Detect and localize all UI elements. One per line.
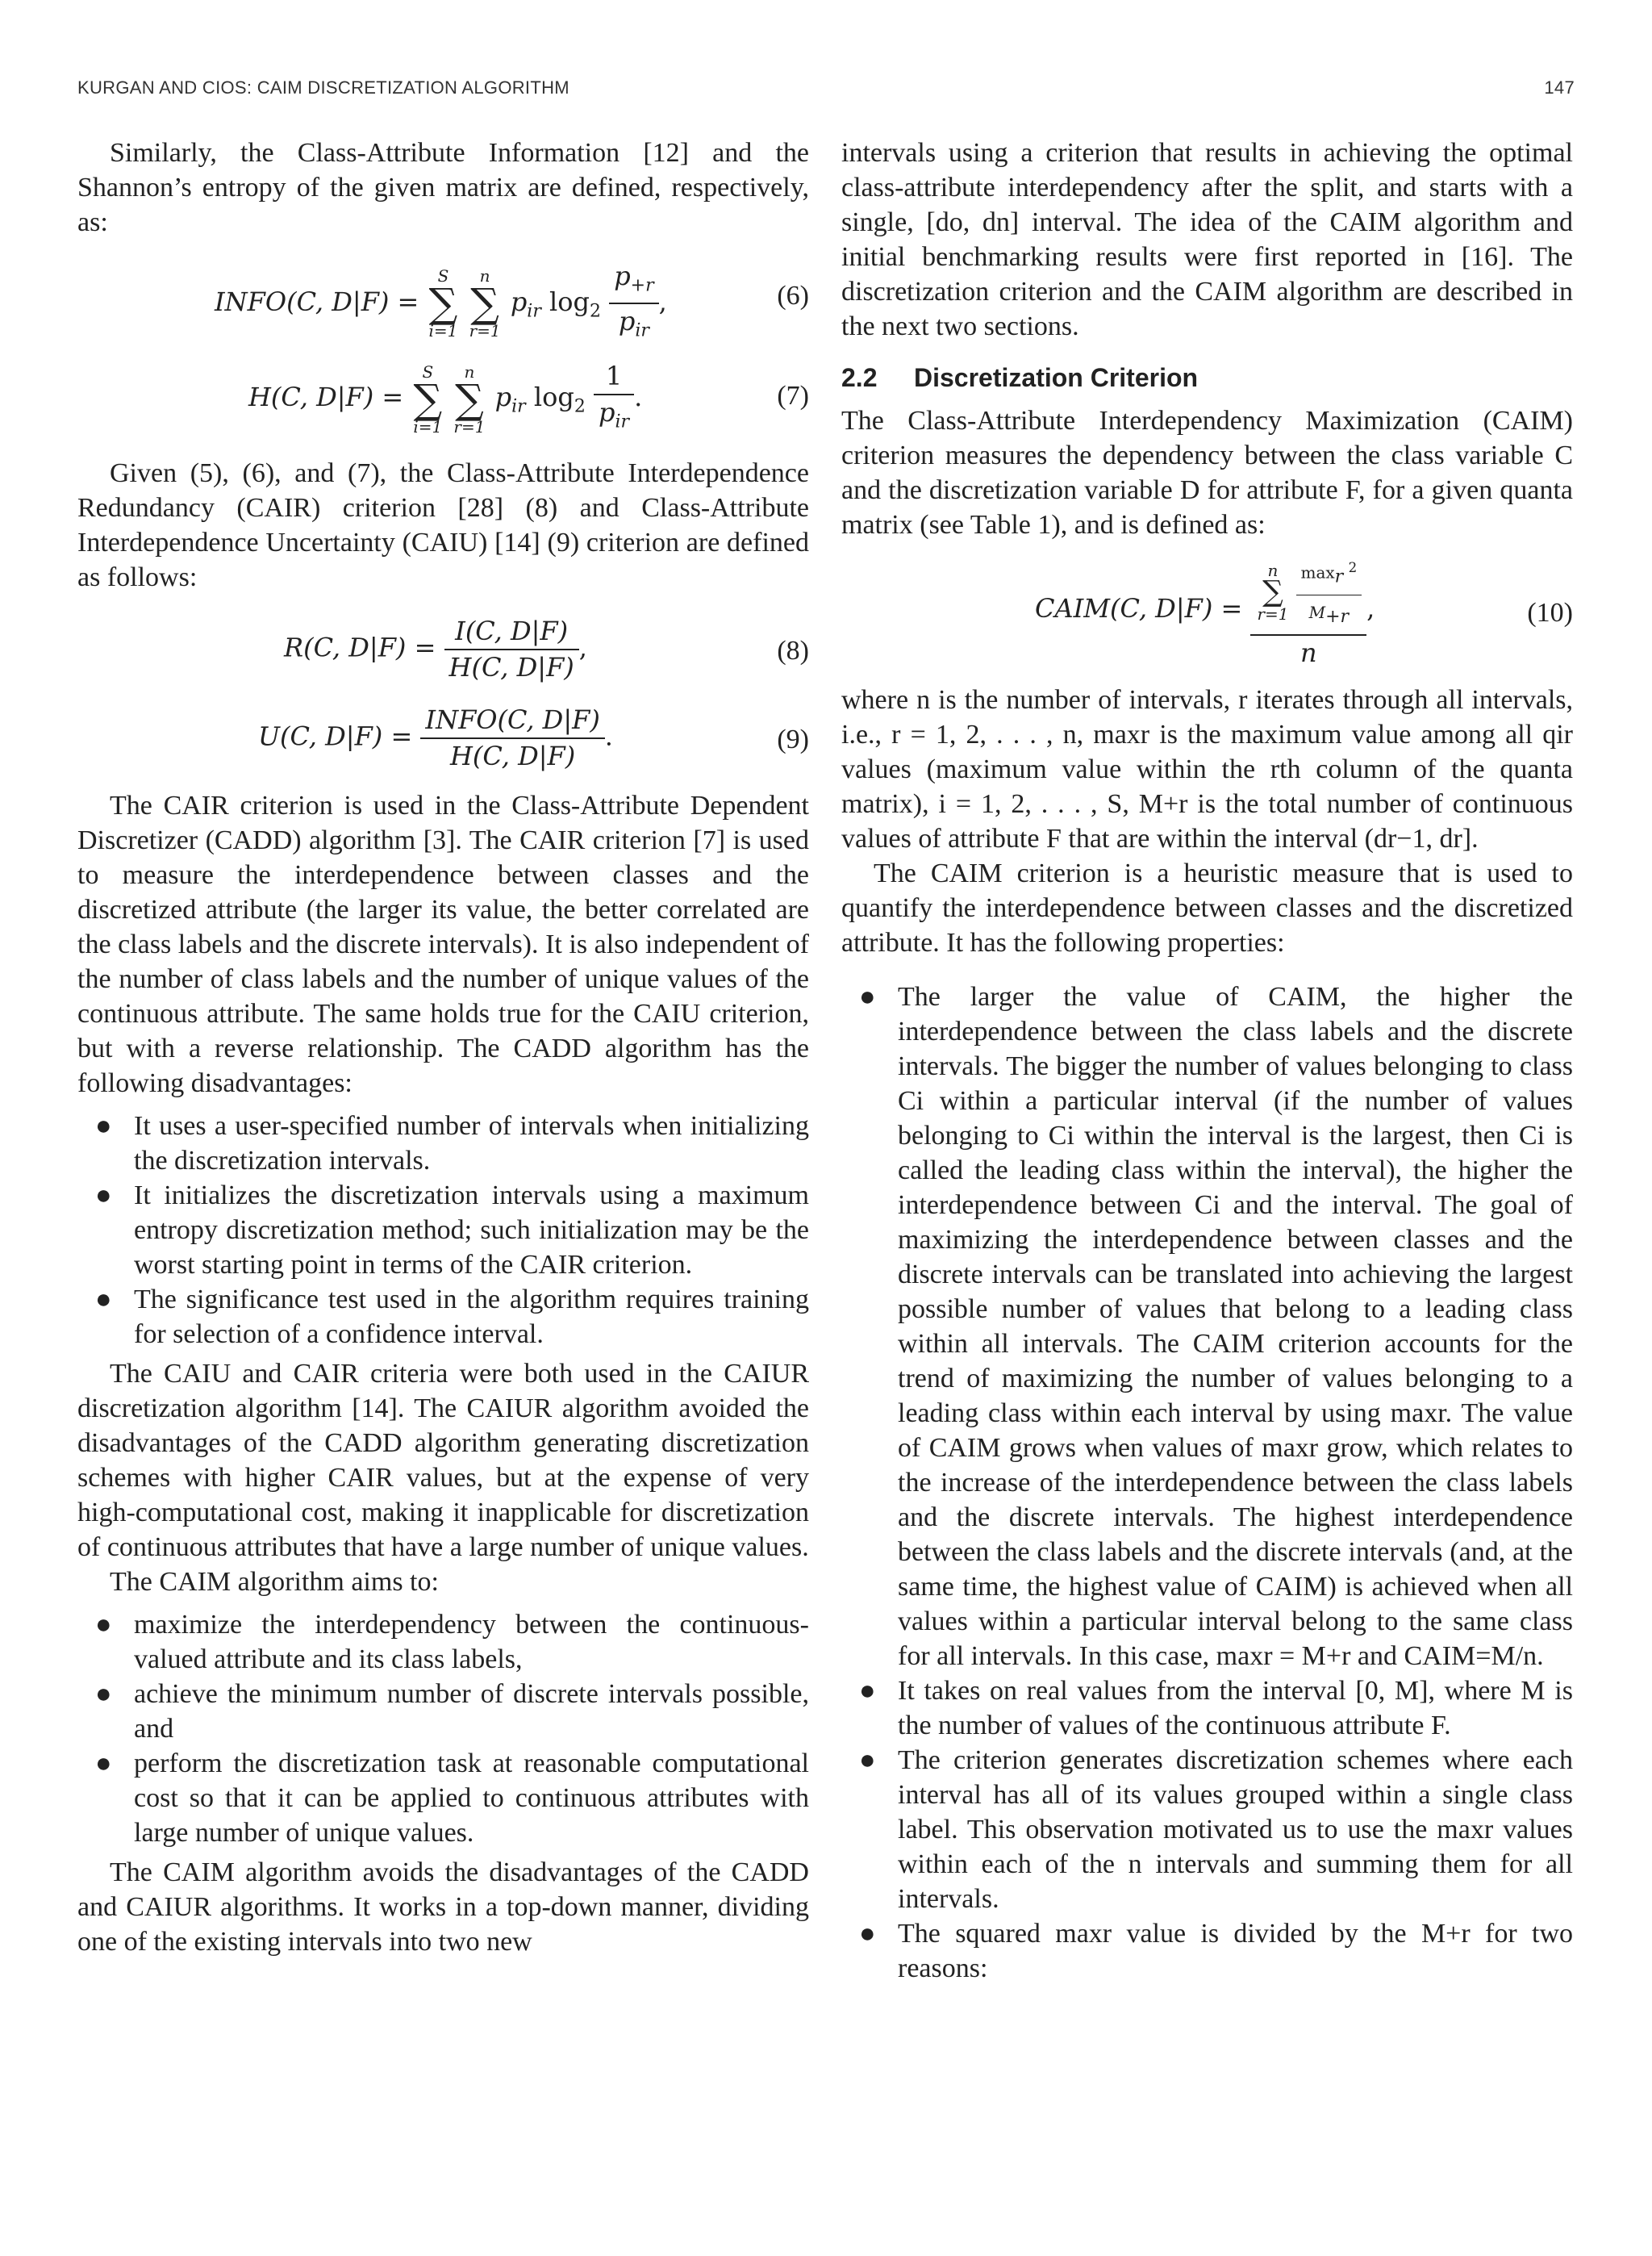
equation-10: CAIM(C, D|F) = n ∑ r=1 $\frac{\max_r ^2}{M_{+r}}$ n , (10)	[841, 550, 1573, 671]
paragraph: The CAIM algorithm aims to:	[110, 1567, 439, 1597]
equation-number: (6)	[777, 281, 809, 311]
equation-lhs: INFO(C, D|F) =	[215, 286, 419, 317]
page-number: 147	[1544, 77, 1575, 98]
list-item: ● The significance test used in the algorithm requires training for selection of a confidence interval.	[95, 1285, 809, 1349]
list-item: ● It initializes the discretization intervals using a maximum entropy discretization method; such initialization may be the worst starting point in terms of the CAIR criterion.	[95, 1180, 809, 1280]
paragraph: where n is the number of intervals, r iterates through all intervals, i.e., r = 1, 2, . . . , n, maxr is the maximum value among all qir values (maximum value within the rth column of the quanta matrix), i = 1, 2, . . . , S, M+r is the total number of continuous values of attribute F that are within the interval (dr−1, dr].	[841, 685, 1573, 854]
equation-lhs: H(C, D|F) =	[248, 382, 404, 413]
bullet-list	[841, 980, 1573, 1986]
left-column	[77, 136, 809, 1959]
paragraph: The Class-Attribute Interdependency Maximization (CAIM) criterion measures the dependency between the class variable C and the discretization variable D for attribute F, for a given quanta matrix (see Table 1), and is defined as:	[841, 406, 1573, 540]
list-item: ● The criterion generates discretization schemes where each interval has all of its values grouped within a single class label. This observation motivated us to use the maxr values within each of the n intervals and summing them for all intervals.	[859, 1745, 1573, 1914]
list-item: ● perform the discretization task at reasonable computational cost so that it can be applied to continuous attributes with large number of unique values.	[95, 1748, 809, 1848]
bullet-list	[77, 1607, 809, 1850]
section-number: 2.2	[841, 363, 878, 392]
list-item: ● It takes on real values from the interval [0, M], where M is the number of values of the continuous attribute F.	[859, 1676, 1573, 1740]
equation-lhs: R(C, D|F) =	[284, 632, 436, 663]
list-item: ● maximize the interdependency between the continuous-valued attribute and its class labels,	[95, 1610, 809, 1674]
list-item: ● It uses a user-specified number of intervals when initializing the discretization intervals.	[95, 1111, 809, 1176]
equation-9: U(C, D|F) = $\frac{\text{INFO(C, D|F)}}{H(C, D|F)}$ . (9)	[258, 704, 809, 771]
section-heading	[841, 361, 1573, 394]
list-item: ● The larger the value of CAIM, the higher the interdependence between the class labels and the discrete intervals. The bigger the number of values belonging to class Ci within a particular interval (if the number of values belonging to Ci within the interval is the largest, then Ci is called the leading class within the interval), the higher the interdependence between Ci and the interval. The goal of maximizing the interdependence between classes and the discrete intervals can be translated into achieving the largest possible number of values that belong to a leading class within all intervals. The CAIM criterion accounts for the trend of maximizing the number of values belonging to a leading class within each interval by using maxr. The value of CAIM grows when values of maxr grow, which relates to the increase of the interdependence between the class labels and the discrete intervals. The highest interdependence between the class labels and the discrete intervals (and, at the same time, the highest value of CAIM) is achieved when all values within a particular interval belong to the same class for all intervals. In this case, maxr = M+r and CAIM=M/n.	[859, 982, 1573, 1671]
paragraph: The CAIR criterion is used in the Class-Attribute Dependent Discretizer (CADD) algorithm [3]. The CAIR criterion [7] is used to measure the interdependence between classes and the discretized attribute (the larger its value, the better correlated are the class labels and the discrete intervals). It is also independent of the number of class labels and the number of unique values of the continuous attribute. The same holds true for the CAIU criterion, but with a reverse relationship. The CADD algorithm has the following disadvantages:	[77, 791, 809, 1098]
equation-number: (7)	[777, 381, 809, 411]
running-header	[77, 77, 1575, 110]
paragraph: The CAIM algorithm avoids the disadvantages of the CADD and CAIUR algorithms. It works in a top-down manner, dividing one of the existing intervals into two new	[77, 1857, 809, 1957]
paragraph: intervals using a criterion that results in achieving the optimal class-attribute interdependency after the split, and starts with a single, [do, dn] interval. The idea of the CAIM algorithm and initial benchmarking results were first reported in [16]. The discretization criterion and the CAIM algorithm are described in the next two sections.	[841, 138, 1573, 341]
paragraph: Given (5), (6), and (7), the Class-Attribute Interdependence Redundancy (CAIR) criterion [28] (8) and Class-Attribute Interdependence Uncertainty (CAIU) [14] (9) criterion are defined as follows:	[77, 458, 809, 592]
equation-number: (10)	[1527, 598, 1573, 628]
equation-lhs: CAIM(C, D|F) =	[1035, 592, 1243, 624]
equation-number: (9)	[777, 725, 809, 754]
bullet-list	[77, 1109, 809, 1352]
equation-number: (8)	[777, 636, 809, 666]
equation-6: INFO(C, D|F) = S ∑ i=1 n ∑ r=1 $p_{ir}$ $\log_2$ $\frac{p_{+r}}{p_{ir}}$ , (6)	[215, 261, 809, 341]
right-column	[841, 136, 1573, 1991]
paragraph: The CAIU and CAIR criteria were both used in the CAIUR discretization algorithm [14]. The CAIUR algorithm avoided the disadvantages of the CADD algorithm generating discretization schemes with higher CAIR values, but at the expense of very high-computational cost, making it inapplicable for discretization of continuous attributes that have a large number of unique values.	[77, 1359, 809, 1562]
paragraph: Similarly, the Class-Attribute Information [12] and the Shannon’s entropy of the given matrix are defined, respectively, as:	[77, 138, 809, 237]
equation-7: H(C, D|F) = S ∑ i=1 n ∑ r=1 $p_{ir}$ $\log_2$ $\frac{1}{p_{ir}}$ . (7)	[248, 361, 809, 437]
header-title: KURGAN AND CIOS: CAIM DISCRETIZATION ALGORITHM	[77, 77, 569, 98]
list-item: ● achieve the minimum number of discrete intervals possible, and	[95, 1679, 809, 1744]
equation-lhs: U(C, D|F) =	[258, 721, 413, 752]
list-item: ● The squared maxr value is divided by the M+r for two reasons:	[859, 1919, 1573, 1983]
paragraph: The CAIM criterion is a heuristic measure that is used to quantify the interdependence between classes and the discretized attribute. It has the following properties:	[841, 859, 1573, 958]
equation-8: R(C, D|F) = $\frac{I(C, D|F)}{H(C, D|F)}$ , (8)	[284, 616, 809, 683]
section-title: Discretization Criterion	[914, 363, 1199, 392]
